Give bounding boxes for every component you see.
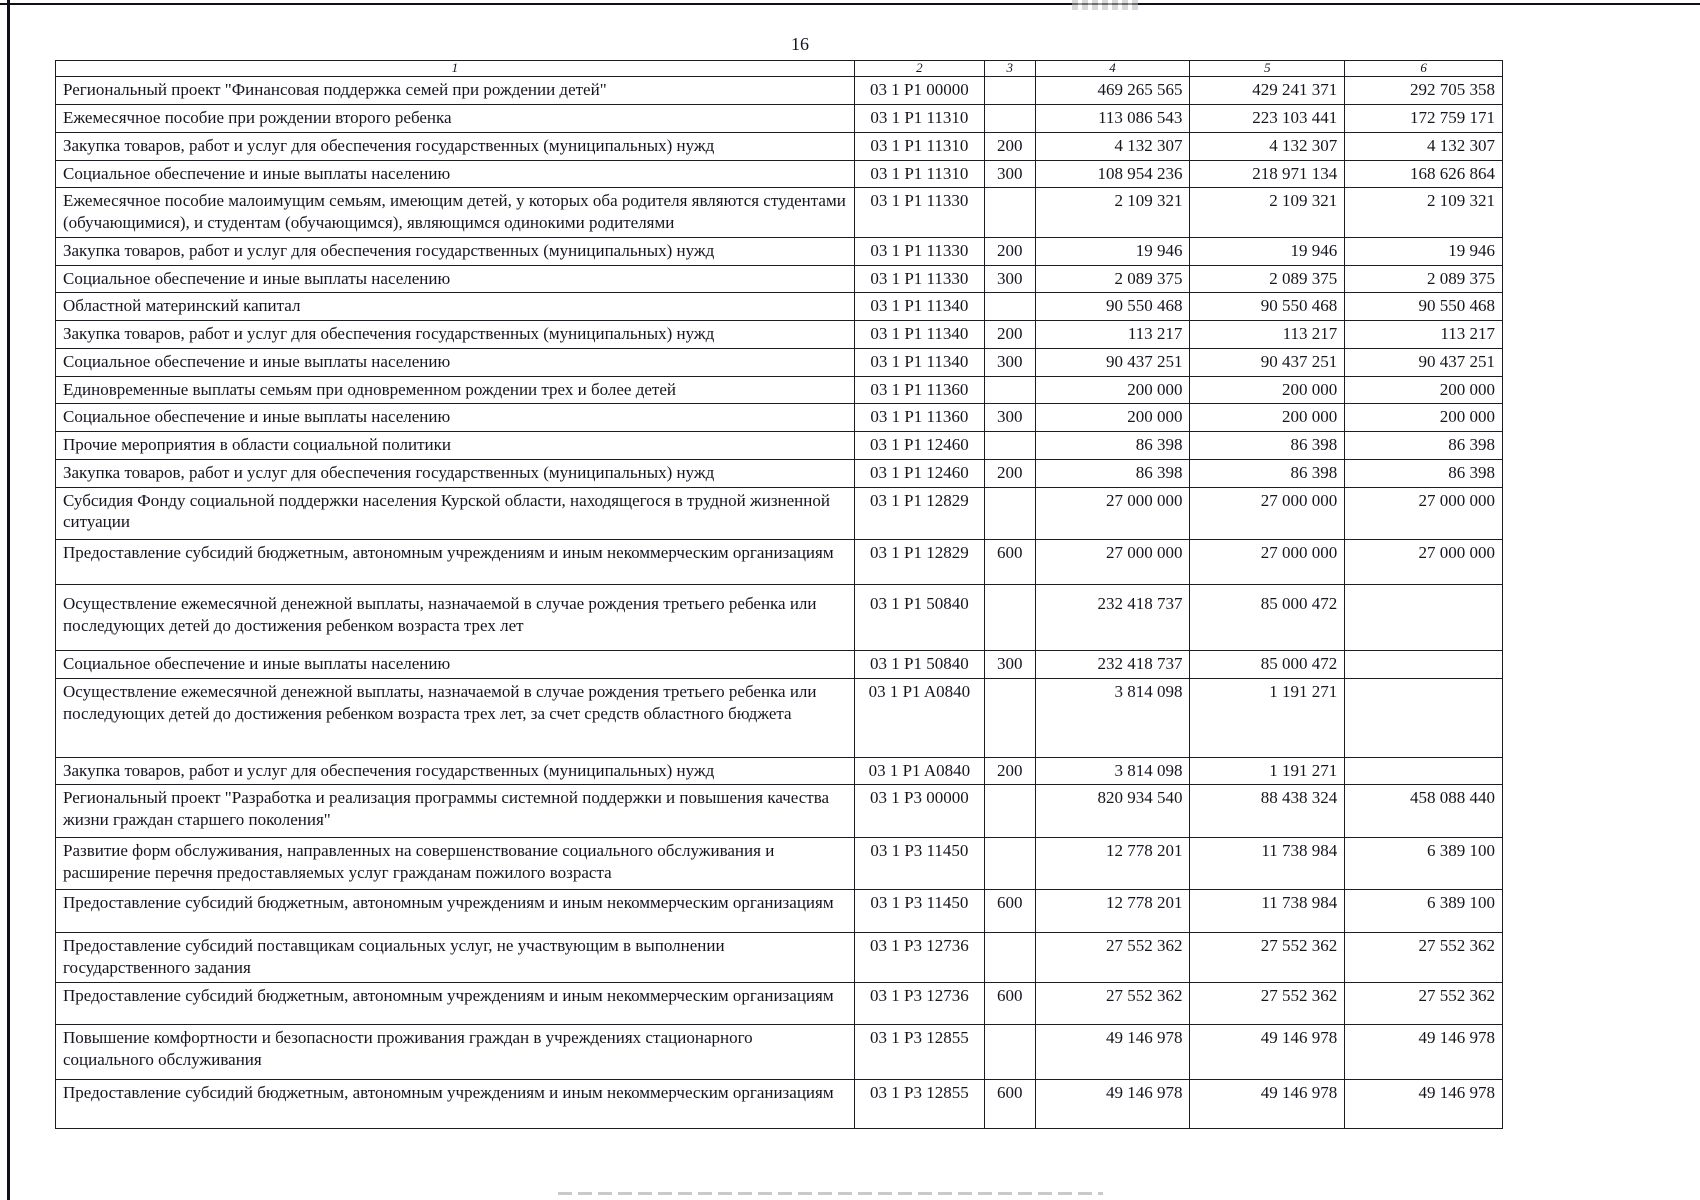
cell-name: Социальное обеспечение и иные выплаты населению xyxy=(56,404,855,432)
cell-vr xyxy=(984,679,1035,758)
table-row xyxy=(56,237,1503,265)
cell-vr xyxy=(984,77,1035,105)
cell-name: Единовременные выплаты семьям при одновременном рождении трех и более детей xyxy=(56,376,855,404)
cell-vr xyxy=(984,105,1035,133)
cell-vr: 200 xyxy=(984,459,1035,487)
table-row xyxy=(56,348,1503,376)
cell-c4: 27 552 362 xyxy=(1035,933,1190,983)
cell-code: 03 1 P1 11360 xyxy=(854,404,984,432)
cell-c4: 232 418 737 xyxy=(1035,584,1190,651)
cell-code: 03 1 P1 11340 xyxy=(854,293,984,321)
cell-c5: 2 089 375 xyxy=(1190,265,1345,293)
cell-name: Закупка товаров, работ и услуг для обеспечения государственных (муниципальных) нужд xyxy=(56,321,855,349)
cell-c6: 19 946 xyxy=(1345,237,1503,265)
cell-code: 03 1 P1 11310 xyxy=(854,105,984,133)
cell-c6: 2 109 321 xyxy=(1345,188,1503,238)
table-row xyxy=(56,487,1503,540)
cell-c6: 172 759 171 xyxy=(1345,105,1503,133)
table-row xyxy=(56,132,1503,160)
cell-name: Осуществление ежемесячной денежной выплаты, назначаемой в случае рождения третьего ребенка или последующих детей до достижения ребенком возраста трех лет, за счет средств областного бюджета xyxy=(56,679,855,758)
cell-vr: 200 xyxy=(984,757,1035,785)
cell-c4: 108 954 236 xyxy=(1035,160,1190,188)
cell-c5: 218 971 134 xyxy=(1190,160,1345,188)
cell-c4: 232 418 737 xyxy=(1035,651,1190,679)
table-row xyxy=(56,890,1503,933)
table-row xyxy=(56,77,1503,105)
cell-c4: 27 000 000 xyxy=(1035,487,1190,540)
cell-c6: 200 000 xyxy=(1345,376,1503,404)
cell-c5: 88 438 324 xyxy=(1190,785,1345,838)
cell-c5: 429 241 371 xyxy=(1190,77,1345,105)
cell-c6: 200 000 xyxy=(1345,404,1503,432)
column-header-5: 5 xyxy=(1190,61,1345,77)
cell-c4: 27 552 362 xyxy=(1035,982,1190,1025)
cell-code: 03 1 P1 11340 xyxy=(854,348,984,376)
cell-c6 xyxy=(1345,584,1503,651)
scan-frame-left-line xyxy=(7,0,10,1200)
cell-c4: 49 146 978 xyxy=(1035,1025,1190,1080)
table-row xyxy=(56,459,1503,487)
cell-code: 03 1 P3 12736 xyxy=(854,933,984,983)
cell-c6: 90 550 468 xyxy=(1345,293,1503,321)
cell-c4: 49 146 978 xyxy=(1035,1079,1190,1128)
cell-c6: 113 217 xyxy=(1345,321,1503,349)
table-row xyxy=(56,293,1503,321)
cell-c6: 6 389 100 xyxy=(1345,837,1503,890)
cell-name: Социальное обеспечение и иные выплаты населению xyxy=(56,651,855,679)
cell-c4: 4 132 307 xyxy=(1035,132,1190,160)
cell-code: 03 1 P3 11450 xyxy=(854,837,984,890)
cell-code: 03 1 P3 12855 xyxy=(854,1025,984,1080)
cell-vr xyxy=(984,785,1035,838)
cell-c6: 27 552 362 xyxy=(1345,933,1503,983)
cell-name: Развитие форм обслуживания, направленных на совершенствование социального обслуживания и расширение перечня предоставляемых услуг гражданам пожилого возраста xyxy=(56,837,855,890)
cell-code: 03 1 P1 12460 xyxy=(854,459,984,487)
cell-name: Предоставление субсидий бюджетным, автономным учреждениям и иным некоммерческим организациям xyxy=(56,982,855,1025)
cell-c6: 4 132 307 xyxy=(1345,132,1503,160)
cell-c5: 49 146 978 xyxy=(1190,1079,1345,1128)
table-row xyxy=(56,265,1503,293)
cell-vr xyxy=(984,432,1035,460)
cell-c6: 27 000 000 xyxy=(1345,487,1503,540)
cell-code: 03 1 P1 11330 xyxy=(854,265,984,293)
table-row xyxy=(56,982,1503,1025)
cell-vr: 200 xyxy=(984,237,1035,265)
cell-vr xyxy=(984,376,1035,404)
cell-vr: 200 xyxy=(984,132,1035,160)
cell-c4: 3 814 098 xyxy=(1035,679,1190,758)
cell-name: Региональный проект "Разработка и реализация программы системной поддержки и повышения качества жизни граждан старшего поколения" xyxy=(56,785,855,838)
cell-c4: 86 398 xyxy=(1035,432,1190,460)
cell-vr: 300 xyxy=(984,265,1035,293)
cell-c5: 86 398 xyxy=(1190,432,1345,460)
cell-c5: 2 109 321 xyxy=(1190,188,1345,238)
cell-c5: 86 398 xyxy=(1190,459,1345,487)
cell-c5: 90 437 251 xyxy=(1190,348,1345,376)
cell-vr xyxy=(984,933,1035,983)
cell-c4: 3 814 098 xyxy=(1035,757,1190,785)
table-header-row xyxy=(56,61,1503,77)
cell-c5: 4 132 307 xyxy=(1190,132,1345,160)
cell-c5: 200 000 xyxy=(1190,376,1345,404)
cell-vr: 300 xyxy=(984,348,1035,376)
cell-c5: 27 000 000 xyxy=(1190,487,1345,540)
cell-c4: 2 089 375 xyxy=(1035,265,1190,293)
cell-code: 03 1 P3 00000 xyxy=(854,785,984,838)
cell-vr: 600 xyxy=(984,890,1035,933)
cell-code: 03 1 P1 11330 xyxy=(854,237,984,265)
cell-vr: 200 xyxy=(984,321,1035,349)
cell-code: 03 1 P1 12829 xyxy=(854,487,984,540)
table-row xyxy=(56,540,1503,585)
cell-code: 03 1 P1 11310 xyxy=(854,132,984,160)
cell-name: Предоставление субсидий бюджетным, автономным учреждениям и иным некоммерческим организациям xyxy=(56,540,855,585)
cell-vr xyxy=(984,584,1035,651)
column-header-6: 6 xyxy=(1345,61,1503,77)
cell-code: 03 1 P1 11360 xyxy=(854,376,984,404)
cell-vr: 300 xyxy=(984,651,1035,679)
cell-c4: 86 398 xyxy=(1035,459,1190,487)
cell-vr: 300 xyxy=(984,160,1035,188)
cell-name: Закупка товаров, работ и услуг для обеспечения государственных (муниципальных) нужд xyxy=(56,757,855,785)
cell-c6: 49 146 978 xyxy=(1345,1025,1503,1080)
table-row xyxy=(56,105,1503,133)
page-number: 16 xyxy=(791,34,809,54)
table-row xyxy=(56,785,1503,838)
cell-c4: 90 550 468 xyxy=(1035,293,1190,321)
cell-name: Предоставление субсидий поставщикам социальных услуг, не участвующим в выполнении государственного задания xyxy=(56,933,855,983)
cell-name: Ежемесячное пособие при рождении второго ребенка xyxy=(56,105,855,133)
table-row xyxy=(56,837,1503,890)
cell-c4: 200 000 xyxy=(1035,376,1190,404)
cell-code: 03 1 P1 11310 xyxy=(854,160,984,188)
cell-c5: 19 946 xyxy=(1190,237,1345,265)
table-row xyxy=(56,651,1503,679)
table-row xyxy=(56,188,1503,238)
cell-code: 03 1 P1 12460 xyxy=(854,432,984,460)
cell-c5: 1 191 271 xyxy=(1190,757,1345,785)
cell-c4: 12 778 201 xyxy=(1035,837,1190,890)
cell-c5: 90 550 468 xyxy=(1190,293,1345,321)
table-row xyxy=(56,933,1503,983)
cell-c6: 6 389 100 xyxy=(1345,890,1503,933)
cell-c5: 85 000 472 xyxy=(1190,651,1345,679)
cell-name: Предоставление субсидий бюджетным, автономным учреждениям и иным некоммерческим организациям xyxy=(56,1079,855,1128)
cell-vr: 600 xyxy=(984,982,1035,1025)
cell-c5: 223 103 441 xyxy=(1190,105,1345,133)
table-row xyxy=(56,404,1503,432)
cell-code: 03 1 P1 A0840 xyxy=(854,679,984,758)
cell-code: 03 1 P1 11330 xyxy=(854,188,984,238)
cell-c5: 27 552 362 xyxy=(1190,933,1345,983)
cell-vr: 600 xyxy=(984,1079,1035,1128)
table-row xyxy=(56,160,1503,188)
table-row xyxy=(56,584,1503,651)
cell-c6: 292 705 358 xyxy=(1345,77,1503,105)
cell-code: 03 1 P1 11340 xyxy=(854,321,984,349)
cell-c5: 1 191 271 xyxy=(1190,679,1345,758)
cell-c6: 27 000 000 xyxy=(1345,540,1503,585)
cell-code: 03 1 P1 50840 xyxy=(854,651,984,679)
cell-name: Социальное обеспечение и иные выплаты населению xyxy=(56,160,855,188)
cell-vr xyxy=(984,837,1035,890)
cell-code: 03 1 P1 50840 xyxy=(854,584,984,651)
cell-c4: 12 778 201 xyxy=(1035,890,1190,933)
cell-name: Прочие мероприятия в области социальной политики xyxy=(56,432,855,460)
scan-artifact xyxy=(1072,0,1138,10)
table-row xyxy=(56,1079,1503,1128)
cell-code: 03 1 P1 12829 xyxy=(854,540,984,585)
table-row xyxy=(56,679,1503,758)
cell-c6: 90 437 251 xyxy=(1345,348,1503,376)
budget-table xyxy=(55,60,1503,1129)
cell-c6 xyxy=(1345,757,1503,785)
table-row xyxy=(56,321,1503,349)
cell-vr xyxy=(984,1025,1035,1080)
table-body xyxy=(56,77,1503,1128)
cell-c6 xyxy=(1345,651,1503,679)
cell-name: Социальное обеспечение и иные выплаты населению xyxy=(56,348,855,376)
cell-code: 03 1 P3 12736 xyxy=(854,982,984,1025)
cell-vr xyxy=(984,487,1035,540)
cell-name: Повышение комфортности и безопасности проживания граждан в учреждениях стационарного социального обслуживания xyxy=(56,1025,855,1080)
cell-name: Социальное обеспечение и иные выплаты населению xyxy=(56,265,855,293)
column-header-3: 3 xyxy=(984,61,1035,77)
cell-name: Субсидия Фонду социальной поддержки населения Курской области, находящегося в трудной жизненной ситуации xyxy=(56,487,855,540)
scan-frame-top-line xyxy=(0,3,1700,5)
cell-name: Закупка товаров, работ и услуг для обеспечения государственных (муниципальных) нужд xyxy=(56,459,855,487)
cell-c5: 49 146 978 xyxy=(1190,1025,1345,1080)
cell-c4: 27 000 000 xyxy=(1035,540,1190,585)
cell-code: 03 1 P3 11450 xyxy=(854,890,984,933)
cell-name: Предоставление субсидий бюджетным, автономным учреждениям и иным некоммерческим организациям xyxy=(56,890,855,933)
cell-name: Закупка товаров, работ и услуг для обеспечения государственных (муниципальных) нужд xyxy=(56,237,855,265)
cell-name: Осуществление ежемесячной денежной выплаты, назначаемой в случае рождения третьего ребенка или последующих детей до достижения ребенком возраста трех лет xyxy=(56,584,855,651)
cell-c6: 86 398 xyxy=(1345,459,1503,487)
cell-c4: 820 934 540 xyxy=(1035,785,1190,838)
cell-code: 03 1 P1 00000 xyxy=(854,77,984,105)
cell-name: Областной материнский капитал xyxy=(56,293,855,321)
cell-c5: 11 738 984 xyxy=(1190,837,1345,890)
cell-code: 03 1 P1 A0840 xyxy=(854,757,984,785)
cell-c4: 113 086 543 xyxy=(1035,105,1190,133)
column-header-4: 4 xyxy=(1035,61,1190,77)
cell-c5: 27 000 000 xyxy=(1190,540,1345,585)
table-row xyxy=(56,1025,1503,1080)
cell-name: Ежемесячное пособие малоимущим семьям, имеющим детей, у которых оба родителя являются студентами (обучающимися), и студентам (обучающимся), являющимся одинокими родителями xyxy=(56,188,855,238)
cell-c5: 11 738 984 xyxy=(1190,890,1345,933)
column-header-1: 1 xyxy=(56,61,855,77)
cell-c4: 200 000 xyxy=(1035,404,1190,432)
cell-name: Региональный проект "Финансовая поддержка семей при рождении детей" xyxy=(56,77,855,105)
table-row xyxy=(56,757,1503,785)
cell-vr: 600 xyxy=(984,540,1035,585)
cell-c5: 85 000 472 xyxy=(1190,584,1345,651)
cell-c6: 2 089 375 xyxy=(1345,265,1503,293)
cell-c5: 113 217 xyxy=(1190,321,1345,349)
cell-c6: 168 626 864 xyxy=(1345,160,1503,188)
cell-c6: 49 146 978 xyxy=(1345,1079,1503,1128)
cell-vr xyxy=(984,293,1035,321)
cell-name: Закупка товаров, работ и услуг для обеспечения государственных (муниципальных) нужд xyxy=(56,132,855,160)
cell-c6 xyxy=(1345,679,1503,758)
table-row xyxy=(56,376,1503,404)
cell-c6: 86 398 xyxy=(1345,432,1503,460)
cell-c6: 27 552 362 xyxy=(1345,982,1503,1025)
cell-c4: 2 109 321 xyxy=(1035,188,1190,238)
table-row xyxy=(56,432,1503,460)
cell-c5: 200 000 xyxy=(1190,404,1345,432)
cell-c4: 113 217 xyxy=(1035,321,1190,349)
cell-vr xyxy=(984,188,1035,238)
column-header-2: 2 xyxy=(854,61,984,77)
cell-c4: 90 437 251 xyxy=(1035,348,1190,376)
cell-c4: 19 946 xyxy=(1035,237,1190,265)
cell-c5: 27 552 362 xyxy=(1190,982,1345,1025)
cell-c4: 469 265 565 xyxy=(1035,77,1190,105)
cell-vr: 300 xyxy=(984,404,1035,432)
cell-c6: 458 088 440 xyxy=(1345,785,1503,838)
scan-artifact xyxy=(558,1192,1103,1195)
cell-code: 03 1 P3 12855 xyxy=(854,1079,984,1128)
